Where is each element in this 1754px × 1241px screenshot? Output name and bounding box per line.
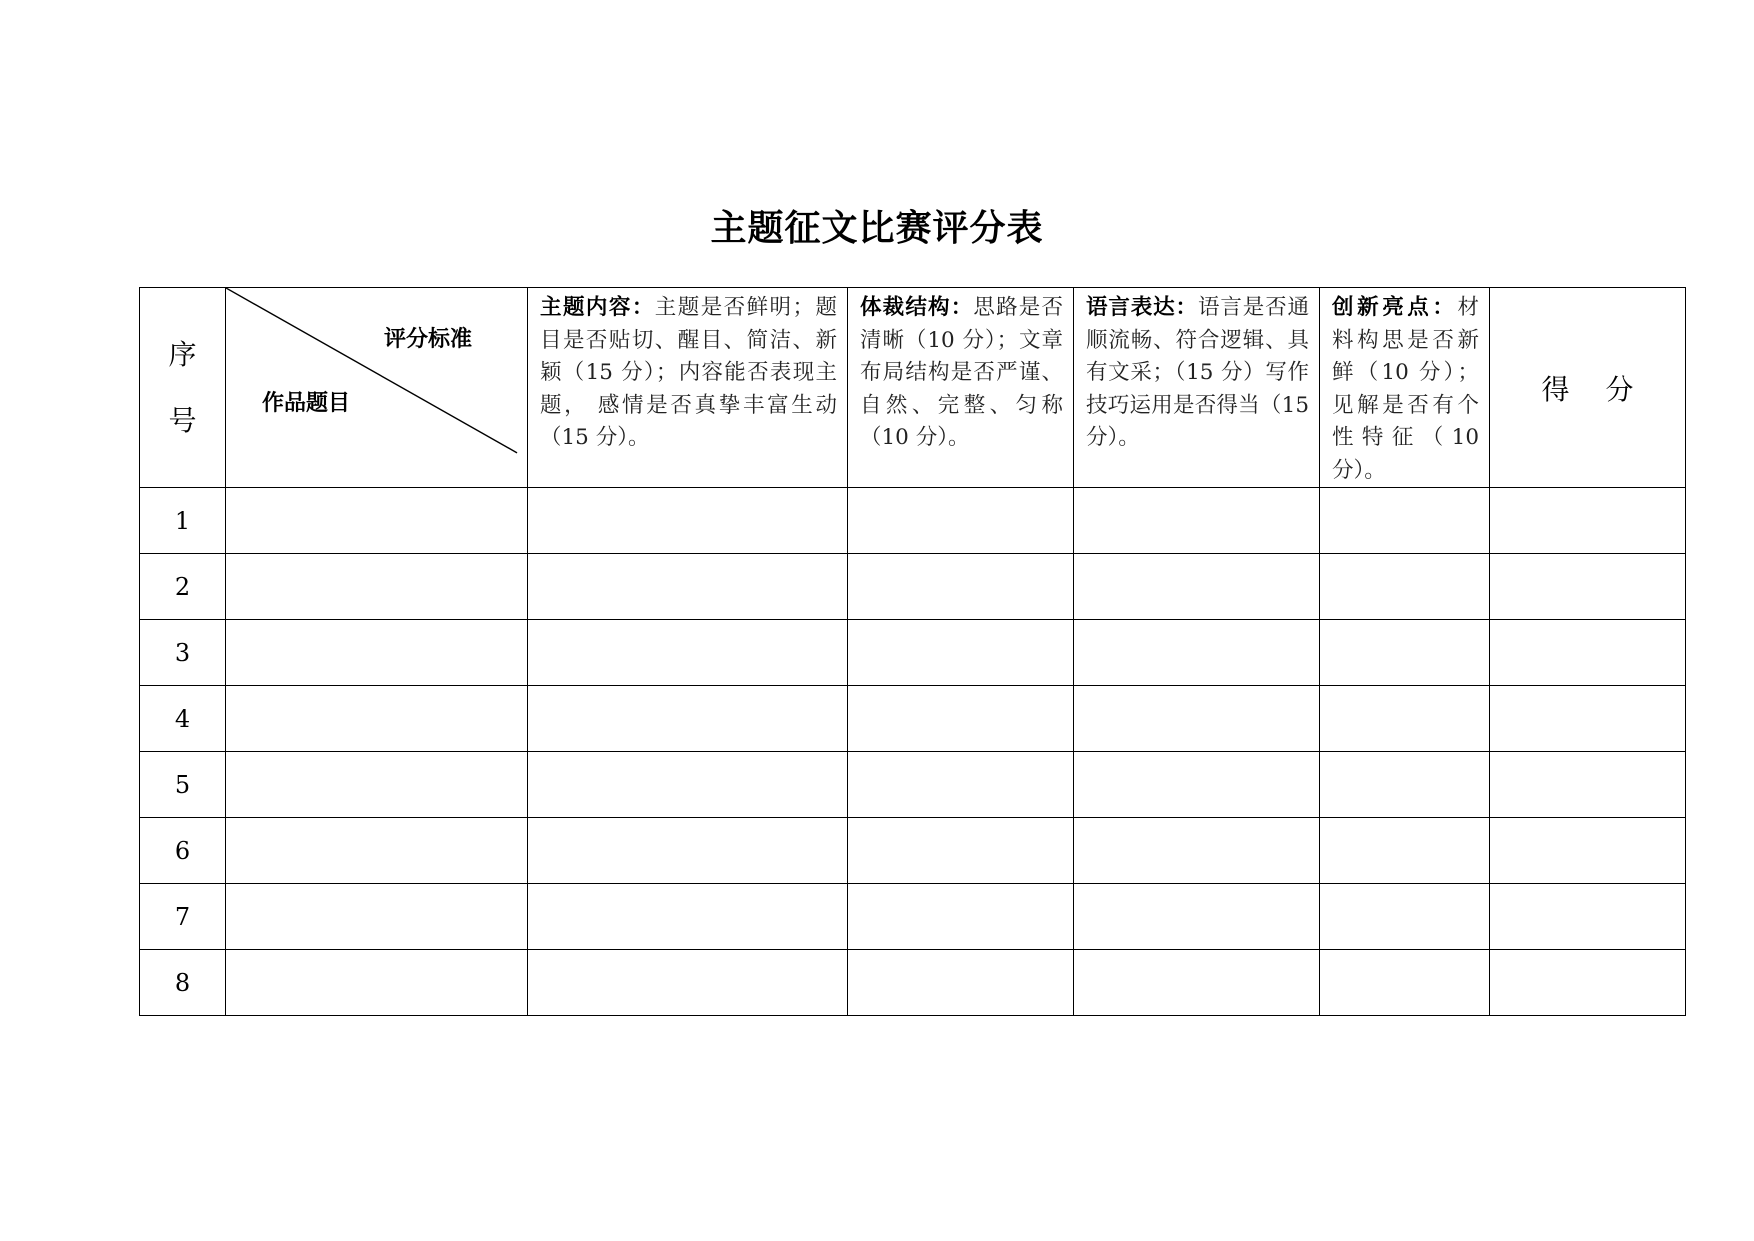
criteria-label: 评分标准	[384, 327, 473, 352]
seq-header-char: 序	[168, 337, 197, 371]
total-score-cell[interactable]	[1490, 884, 1686, 950]
criterion-desc: 材料构思是否新鲜（10 分）；见解是否有个性特征（10 分）。	[1332, 295, 1479, 483]
table-row	[140, 554, 1686, 620]
row-number: 4	[140, 686, 226, 752]
row-number: 3	[140, 620, 226, 686]
innovation-score-cell[interactable]	[1320, 818, 1490, 884]
total-score-cell[interactable]	[1490, 620, 1686, 686]
score-header-char: 得	[1541, 372, 1570, 406]
work-title-cell[interactable]	[226, 818, 528, 884]
structure-score-cell[interactable]	[848, 620, 1074, 686]
structure-score-cell[interactable]	[848, 950, 1074, 1016]
page-title: 主题征文比赛评分表	[710, 208, 1044, 249]
innovation-score-cell[interactable]	[1320, 950, 1490, 1016]
structure-score-cell[interactable]	[848, 554, 1074, 620]
total-score-cell[interactable]	[1490, 752, 1686, 818]
work-title-cell[interactable]	[226, 950, 528, 1016]
work-title-cell[interactable]	[226, 884, 528, 950]
theme-score-cell[interactable]	[528, 950, 848, 1016]
structure-score-cell[interactable]	[848, 686, 1074, 752]
total-score-cell[interactable]	[1490, 488, 1686, 554]
total-score-cell[interactable]	[1490, 818, 1686, 884]
scoring-table	[139, 287, 1686, 1016]
row-number: 7	[140, 884, 226, 950]
language-score-cell[interactable]	[1074, 752, 1320, 818]
innovation-score-cell[interactable]	[1320, 884, 1490, 950]
total-score-cell[interactable]	[1490, 950, 1686, 1016]
table-header-row	[140, 288, 1686, 488]
innovation-score-cell[interactable]	[1320, 488, 1490, 554]
work-title-cell[interactable]	[226, 488, 528, 554]
language-score-cell[interactable]	[1074, 488, 1320, 554]
structure-score-cell[interactable]	[848, 884, 1074, 950]
work-title-cell[interactable]	[226, 620, 528, 686]
criterion-innovation	[1320, 288, 1490, 488]
table-row	[140, 686, 1686, 752]
table-row	[140, 620, 1686, 686]
total-score-cell[interactable]	[1490, 686, 1686, 752]
innovation-score-cell[interactable]	[1320, 620, 1490, 686]
theme-score-cell[interactable]	[528, 620, 848, 686]
row-number: 5	[140, 752, 226, 818]
seq-header	[140, 288, 226, 488]
diagonal-header	[226, 288, 528, 488]
structure-score-cell[interactable]	[848, 752, 1074, 818]
table-row	[140, 752, 1686, 818]
work-title-cell[interactable]	[226, 686, 528, 752]
row-number: 8	[140, 950, 226, 1016]
language-score-cell[interactable]	[1074, 818, 1320, 884]
criterion-name: 创新亮点：	[1332, 295, 1458, 320]
theme-score-cell[interactable]	[528, 686, 848, 752]
theme-score-cell[interactable]	[528, 488, 848, 554]
criterion-structure	[848, 288, 1074, 488]
language-score-cell[interactable]	[1074, 620, 1320, 686]
score-header-char: 分	[1605, 372, 1634, 406]
criterion-desc: 语言是否通顺流畅、符合逻辑、具有文采；（15 分）写作技巧运用是否得当（15 分）。	[1086, 295, 1309, 450]
criterion-desc: 主题是否鲜明；题目是否贴切、醒目、简洁、新颖（15 分）；内容能否表现主题， 感情是否真挚丰富生动（15 分）。	[540, 295, 837, 450]
theme-score-cell[interactable]	[528, 554, 848, 620]
criterion-name: 主题内容：	[540, 295, 655, 320]
structure-score-cell[interactable]	[848, 488, 1074, 554]
work-title-cell[interactable]	[226, 554, 528, 620]
language-score-cell[interactable]	[1074, 686, 1320, 752]
row-number: 6	[140, 818, 226, 884]
score-header	[1490, 288, 1686, 488]
work-title-cell[interactable]	[226, 752, 528, 818]
work-title-label: 作品题目	[262, 391, 351, 416]
total-score-cell[interactable]	[1490, 554, 1686, 620]
language-score-cell[interactable]	[1074, 554, 1320, 620]
language-score-cell[interactable]	[1074, 884, 1320, 950]
row-number: 2	[140, 554, 226, 620]
seq-header-char: 号	[168, 403, 197, 437]
theme-score-cell[interactable]	[528, 752, 848, 818]
table-row	[140, 884, 1686, 950]
criterion-language	[1074, 288, 1320, 488]
theme-score-cell[interactable]	[528, 818, 848, 884]
criterion-desc: 思路是否清晰（10 分）；文章布局结构是否严谨、自然、完整、匀称（10 分）。	[860, 295, 1063, 450]
criterion-name: 语言表达：	[1086, 295, 1198, 320]
row-number: 1	[140, 488, 226, 554]
theme-score-cell[interactable]	[528, 884, 848, 950]
innovation-score-cell[interactable]	[1320, 686, 1490, 752]
criterion-theme	[528, 288, 848, 488]
criterion-name: 体裁结构：	[860, 295, 974, 320]
language-score-cell[interactable]	[1074, 950, 1320, 1016]
innovation-score-cell[interactable]	[1320, 554, 1490, 620]
innovation-score-cell[interactable]	[1320, 752, 1490, 818]
structure-score-cell[interactable]	[848, 818, 1074, 884]
table-row	[140, 488, 1686, 554]
table-row	[140, 950, 1686, 1016]
table-row	[140, 818, 1686, 884]
